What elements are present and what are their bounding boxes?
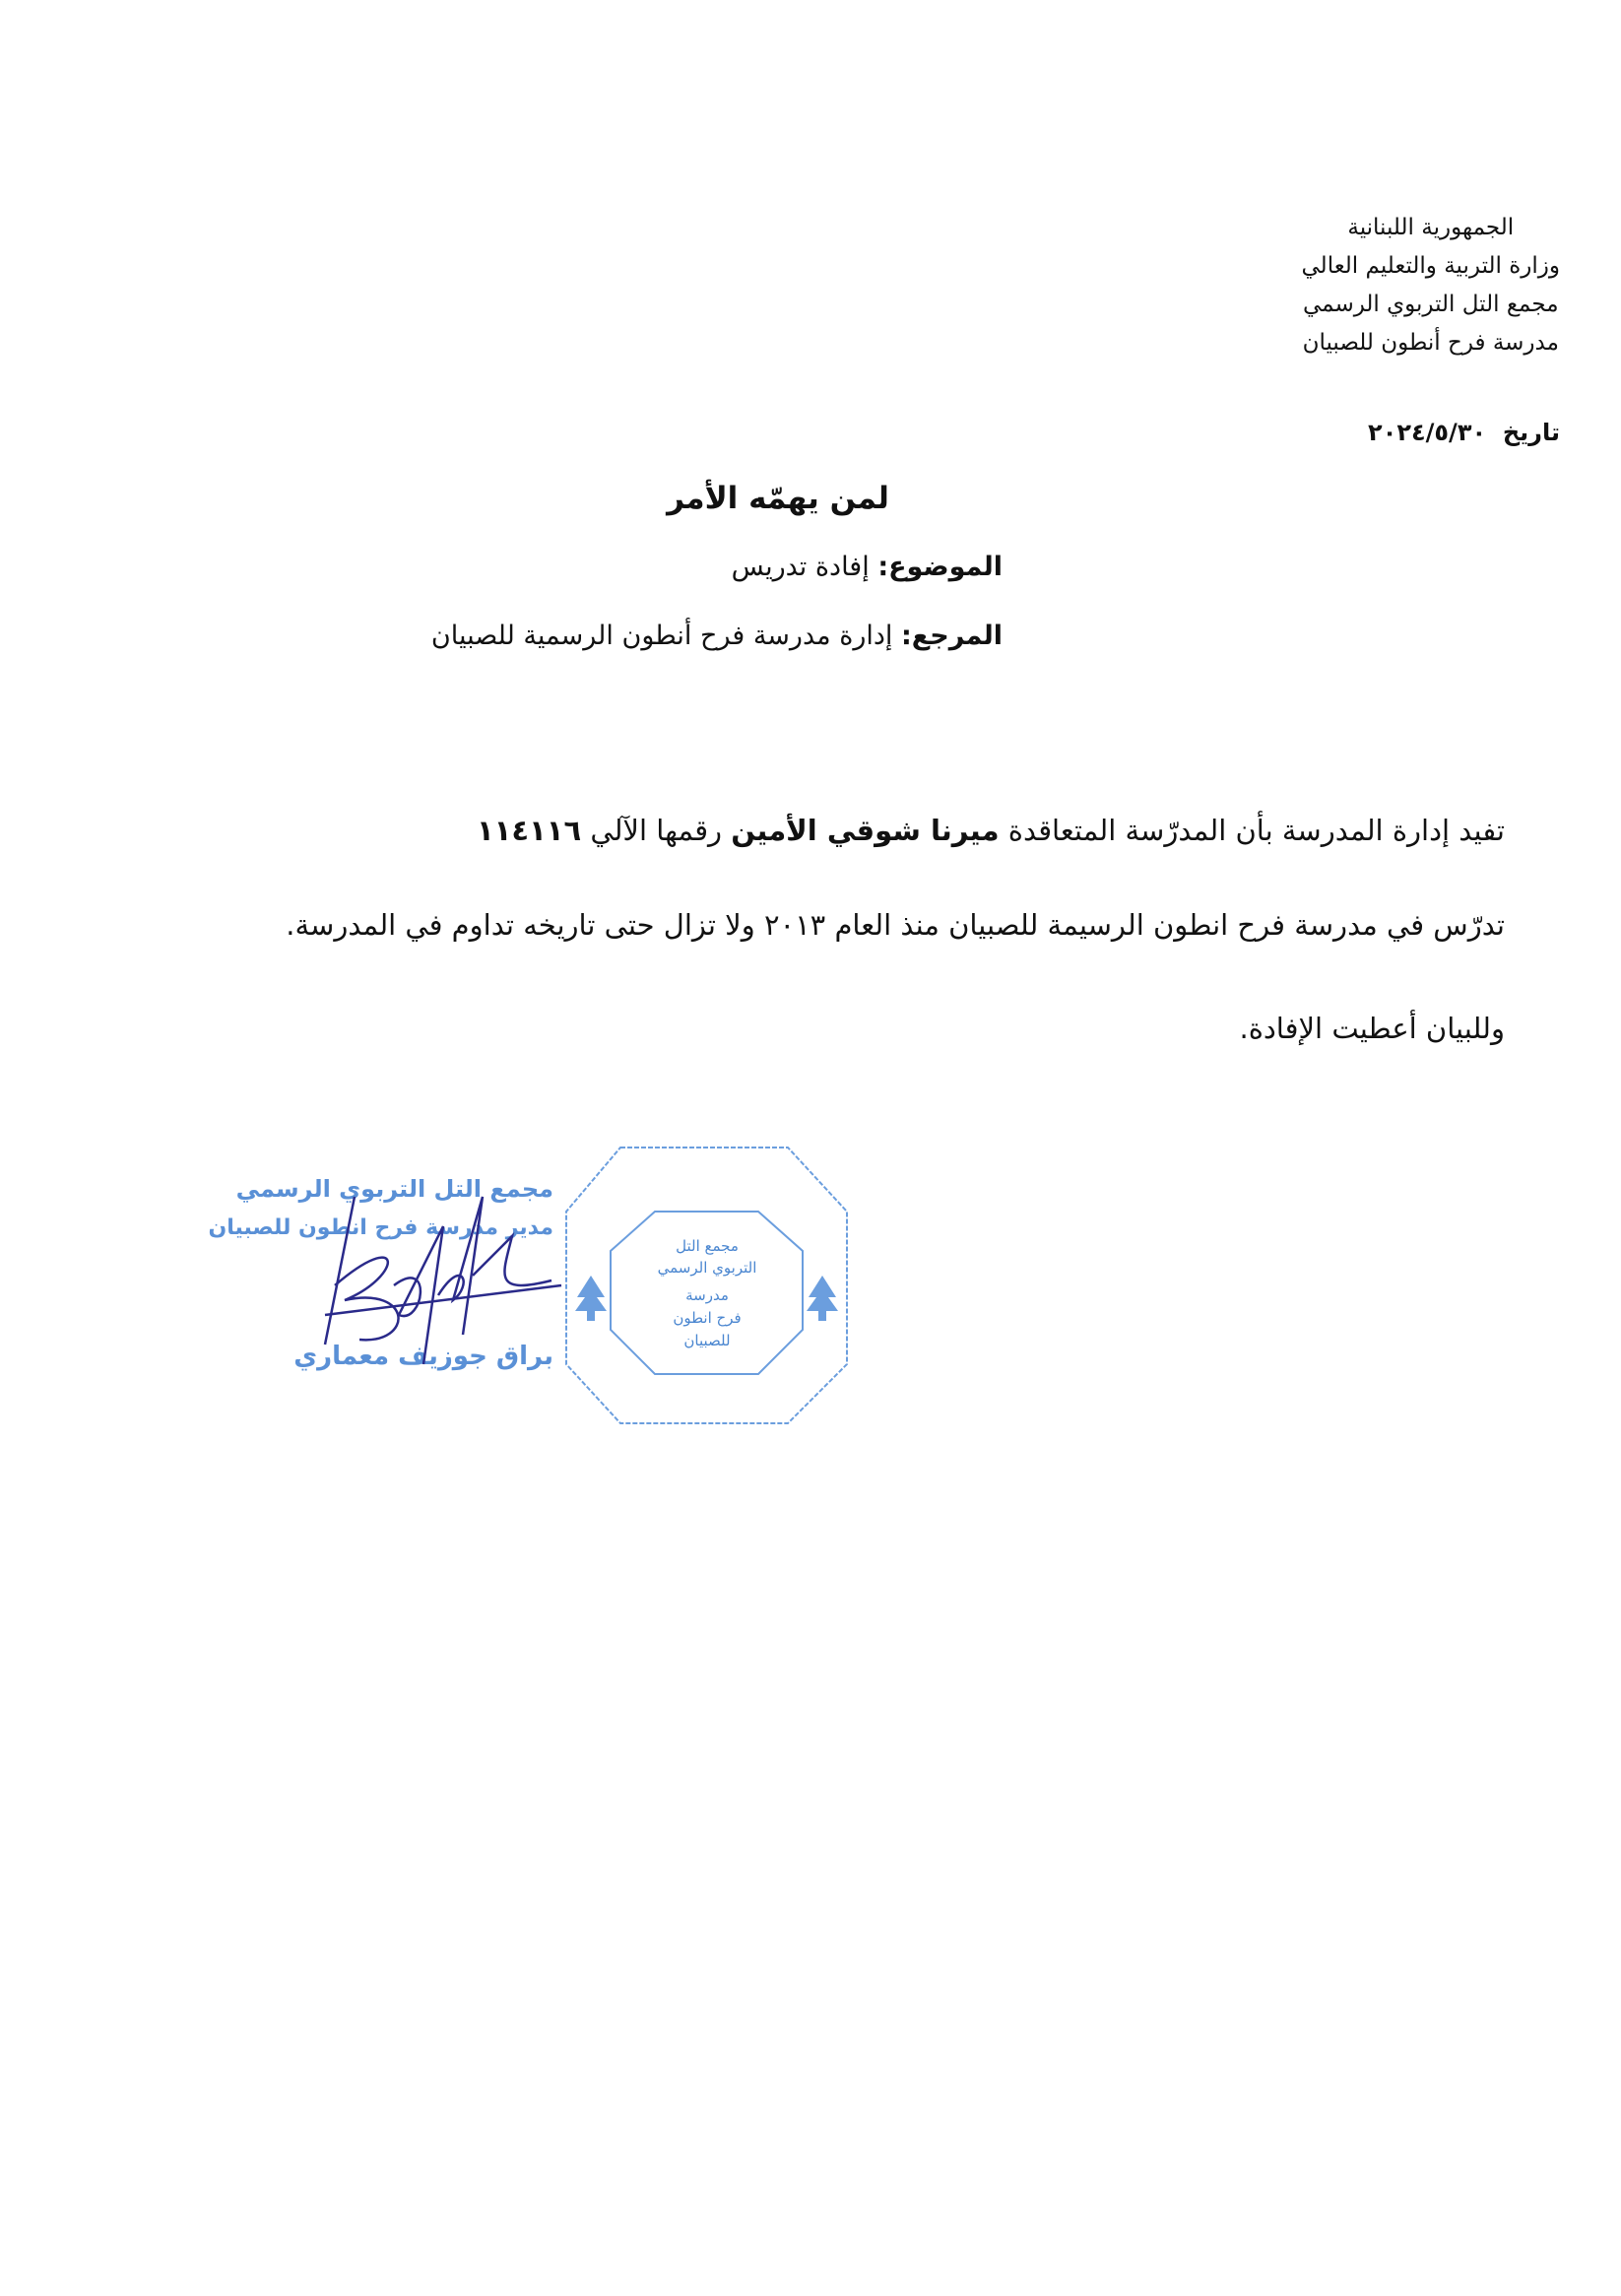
letterhead-line: مجمع التل التربوي الرسمي (1302, 292, 1559, 317)
body-text: رقمها الآلي (590, 814, 723, 847)
letterhead (1302, 209, 1560, 362)
seal-text (658, 1237, 757, 1349)
official-seal (566, 1148, 847, 1423)
body-line-3: وللبيان أعطيت الإفادة. (1239, 1012, 1505, 1045)
teacher-name: ميرنا شوقي الأمين (731, 814, 1000, 847)
body-text: تفيد إدارة المدرسة بأن المدرّسة المتعاقدة (1007, 814, 1505, 847)
letterhead-line: وزارة التربية والتعليم العالي (1301, 253, 1560, 279)
svg-text:مجمع التل التربوي الرسمي: مجمع التل التربوي الرسمي (235, 1175, 553, 1203)
svg-text:للصبيان: للصبيان (683, 1332, 731, 1349)
svg-text:مجمع التل: مجمع التل (676, 1237, 739, 1255)
signature-block (208, 1175, 553, 1371)
body-line-2: تدرّس في مدرسة فرح انطون الرسيمة للصبيان منذ العام ٢٠١٣ ولا تزال حتى تاريخه تداوم في المدرسة. (286, 908, 1505, 942)
letterhead-line: الجمهورية اللبنانية (1347, 215, 1515, 240)
subject-label: الموضوع: (877, 552, 1003, 582)
page-title: لمن يهمّه الأمر (667, 481, 889, 516)
date-label: تاريخ (1502, 419, 1560, 446)
svg-text:التربوي الرسمي: التربوي الرسمي (657, 1259, 757, 1277)
subject-line (732, 552, 1003, 582)
reference-value: إدارة مدرسة فرح أنطون الرسمية للصبيان (430, 621, 893, 651)
date-value: ٢٠٢٤/٥/٣٠ (1368, 419, 1487, 446)
reference-label: المرجع: (901, 621, 1003, 651)
svg-text:فرح انطون: فرح انطون (673, 1309, 742, 1327)
svg-text:مدرسة: مدرسة (685, 1286, 729, 1304)
svg-text:براق جوزيف معماري: براق جوزيف معماري (293, 1342, 553, 1371)
stamp-and-signature (187, 1138, 876, 1433)
reference-line (431, 621, 1003, 651)
document-date (1368, 419, 1560, 446)
body-line-1 (477, 814, 1505, 847)
letterhead-line: مدرسة فرح أنطون للصبيان (1302, 330, 1559, 356)
subject-value: إفادة تدريس (731, 552, 870, 582)
teacher-number: ١١٤١١٦ (476, 814, 582, 847)
svg-text:مدير مدرسة فرح انطون للصبيان: مدير مدرسة فرح انطون للصبيان (208, 1215, 553, 1240)
